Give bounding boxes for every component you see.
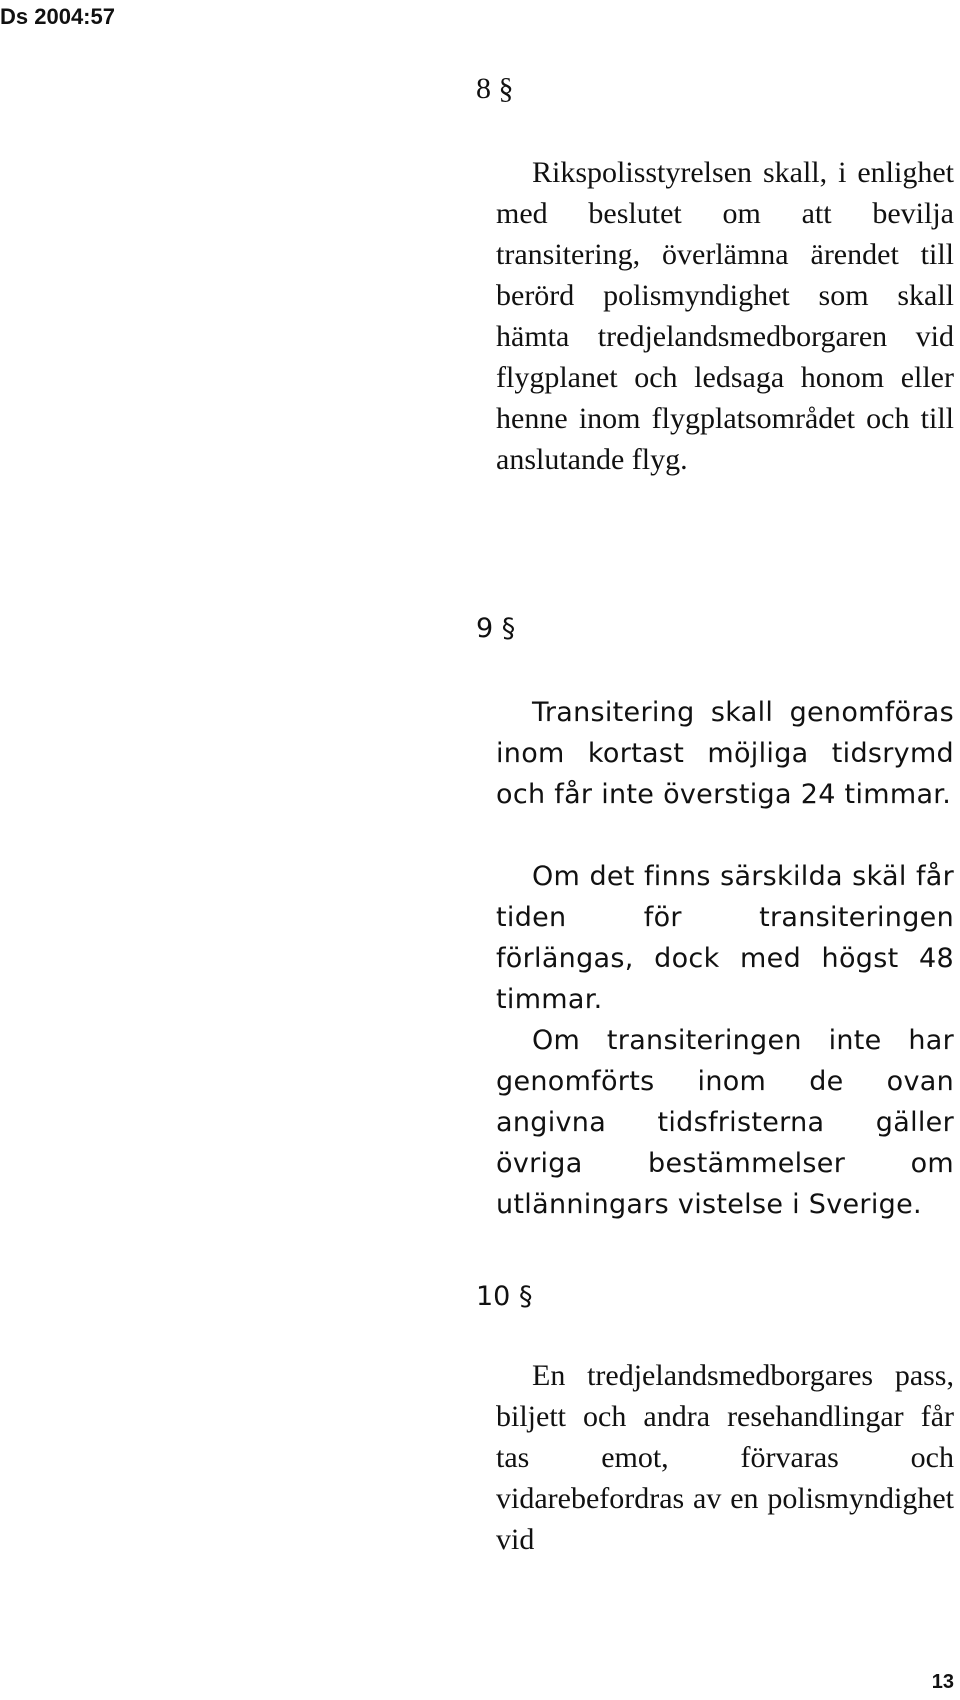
section-9-paragraph-2: Om det finns särskilda skäl får tiden för transiteringen förlängas, dock med högst 48 timmar. (496, 861, 954, 1015)
section-heading-10: 10 § (476, 1281, 533, 1312)
section-10-paragraph: En tredjelandsmedborgares pass, biljett och andra resehandlingar får tas emot, förvaras och vidarebefordras av en polismyndighet vid (496, 1359, 954, 1556)
section-heading-8: 8 § (476, 72, 514, 105)
section-9-paragraph-3: Om transiteringen inte har genomförts inom de ovan angivna tidsfristerna gäller övriga bestämmelser om utlänningars vistelse i Sverige. (496, 1025, 954, 1220)
document-reference: Ds 2004:57 (0, 4, 115, 29)
section-heading-9: 9 § (476, 613, 516, 644)
page-number: 13 (931, 1671, 954, 1693)
section-8-paragraph: Rikspolisstyrelsen skall, i enlighet med beslutet om att bevilja transitering, överlämna ärendet till berörd polismyndighet som skall hämta tredjelandsmedborgaren vid flygplanet och ledsaga honom eller henne inom flygplatsområdet och till anslutande flyg. (496, 156, 954, 476)
section-9-paragraph-1: Transitering skall genomföras inom kortast möjliga tidsrymd och får inte överstiga 24 timmar. (496, 697, 954, 810)
